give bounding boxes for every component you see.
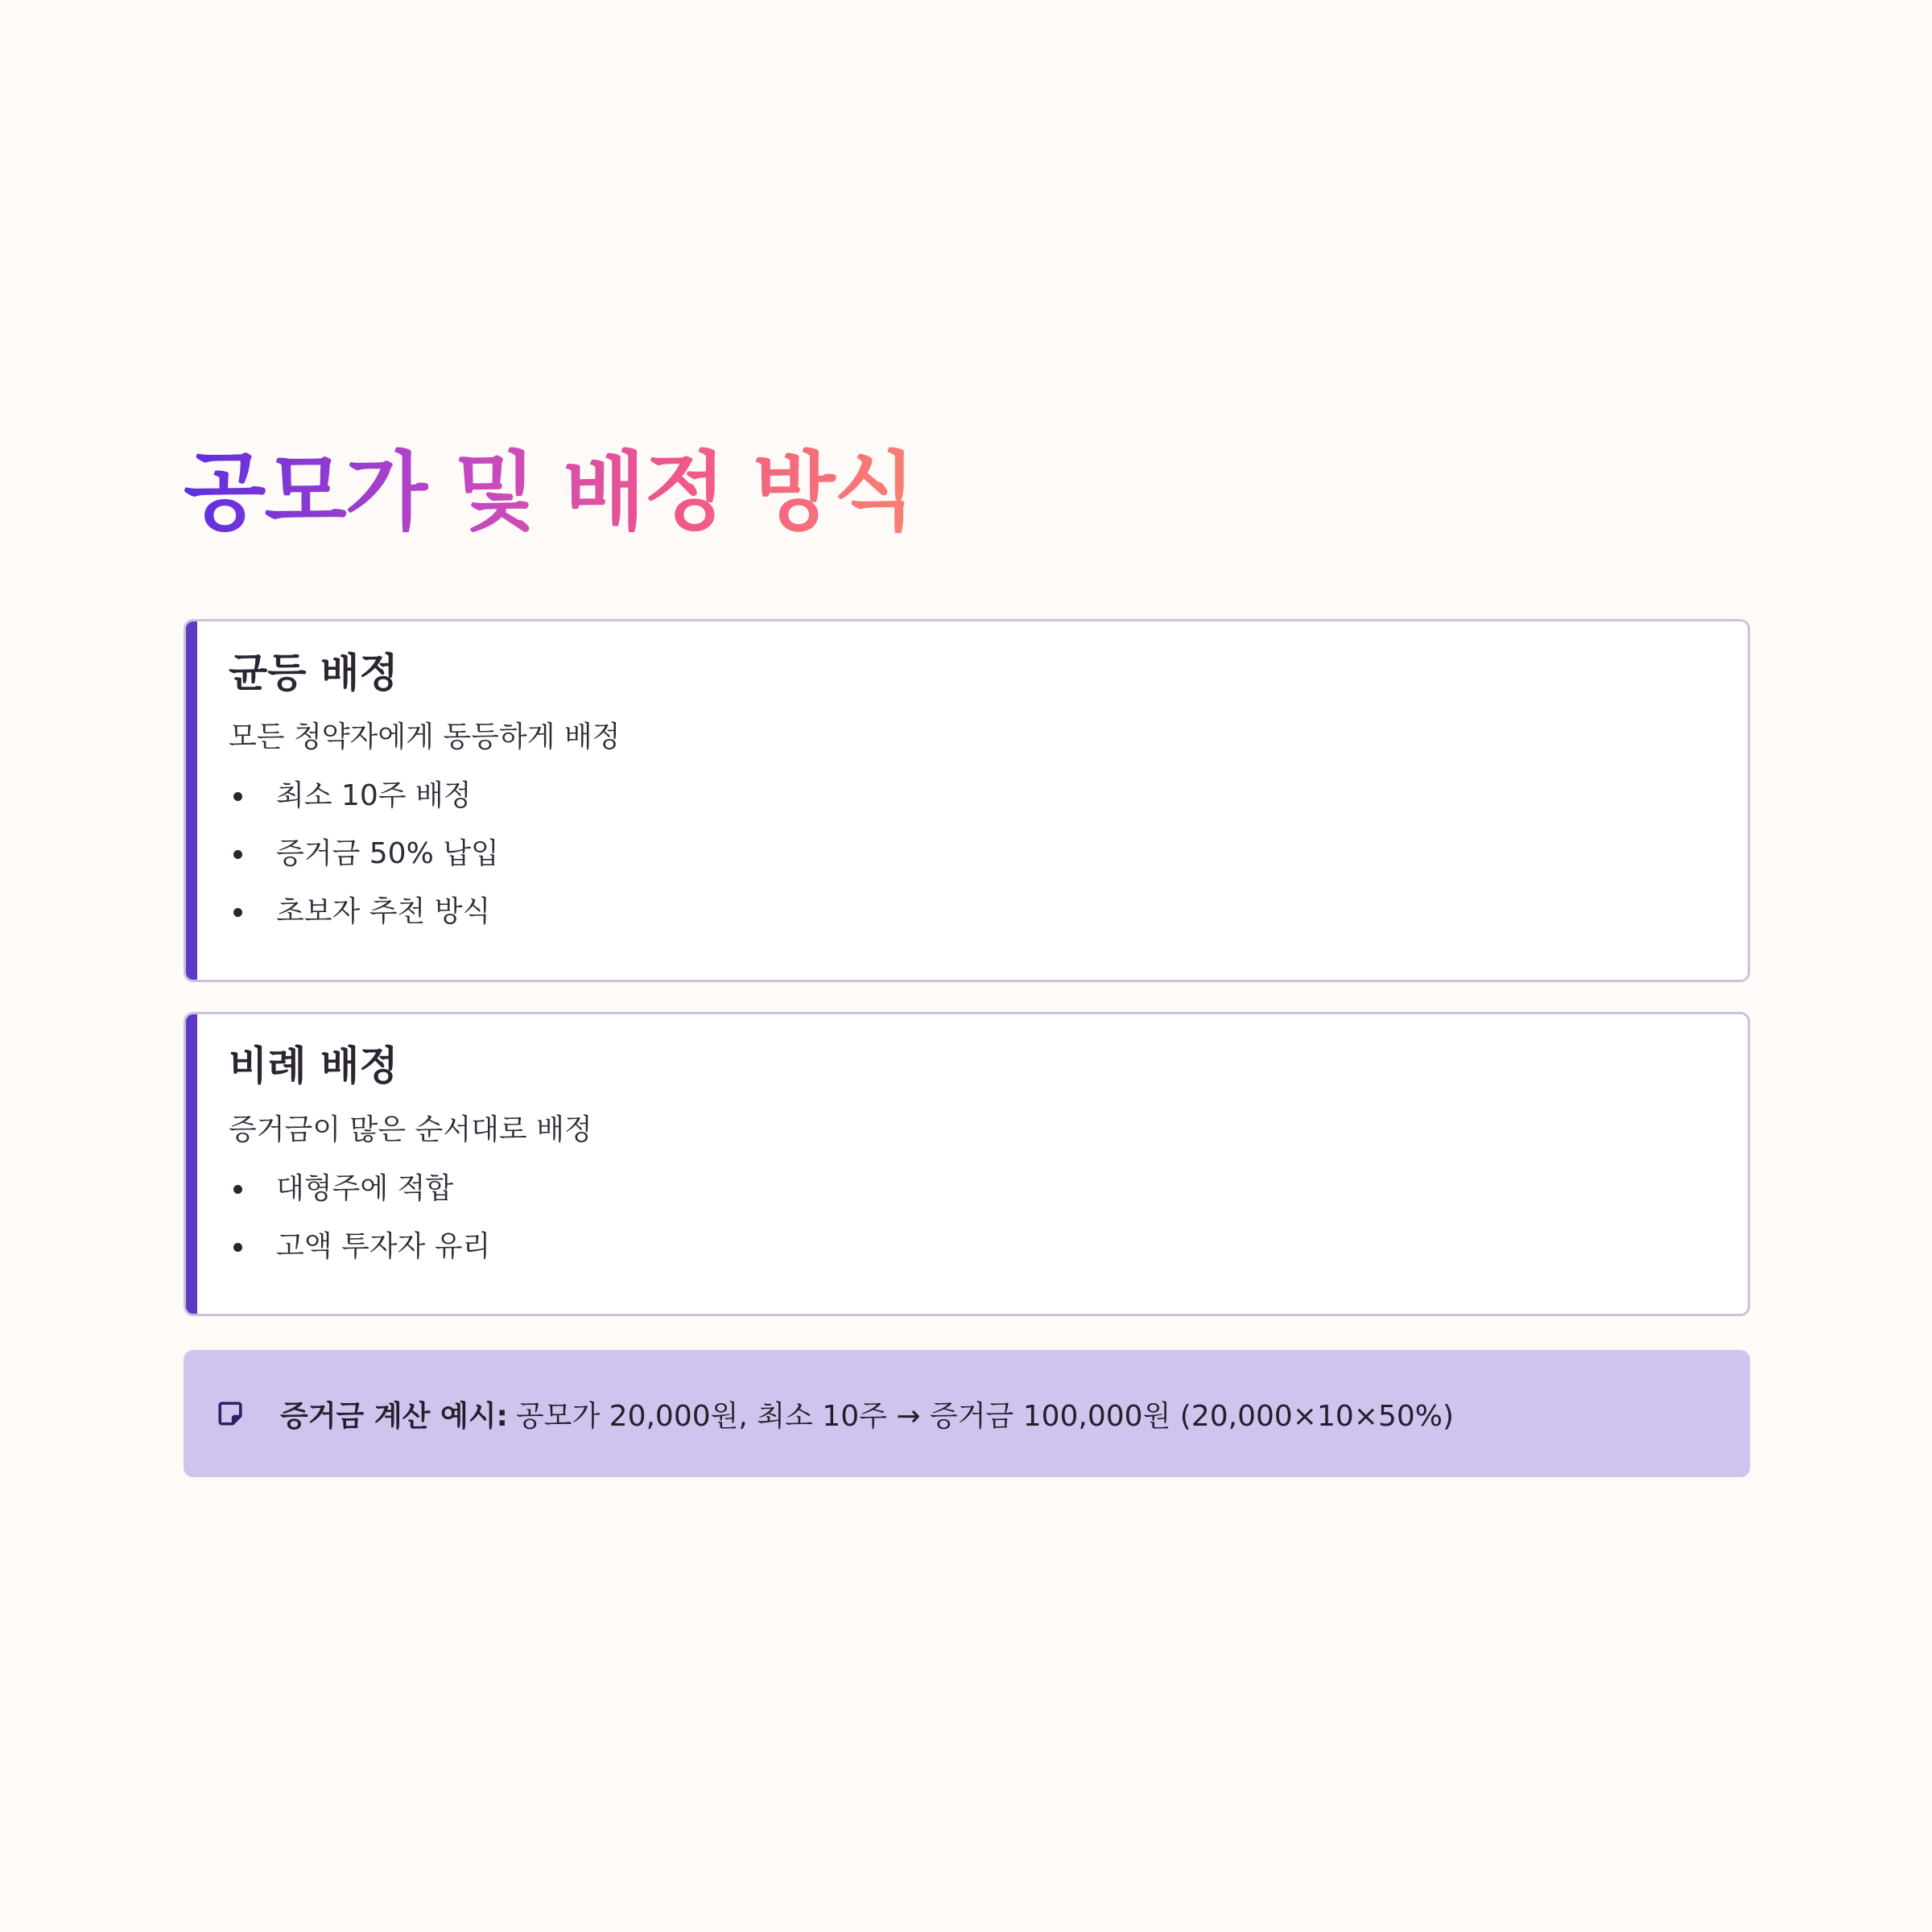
proportional-allocation-card [184, 1012, 1750, 1316]
page-title: 공모가 및 배정 방식 [184, 441, 914, 543]
card-title: 균등 배정 [229, 650, 398, 697]
note-text: 공모가 20,000원, 최소 10주 → 증거금 100,000원 (20,000×10×50%) [515, 1399, 1455, 1433]
card-description: 증거금이 많은 순서대로 배정 [229, 1113, 592, 1147]
list-item: 초보자 추천 방식 [229, 894, 1715, 929]
calculation-note [184, 1350, 1750, 1477]
note-label: 증거금 계산 예시: [280, 1399, 508, 1433]
card-bullet-list [229, 1171, 1715, 1264]
card-description: 모든 청약자에게 동등하게 배정 [229, 720, 621, 754]
list-item: 최소 10주 배정 [229, 778, 1715, 813]
list-item: 증거금 50% 납입 [229, 836, 1715, 871]
equal-allocation-card [184, 619, 1750, 982]
card-bullet-list [229, 778, 1715, 929]
card-title: 비례 배정 [229, 1042, 398, 1090]
list-item: 대형주에 적합 [229, 1171, 1715, 1206]
main-content [184, 441, 1750, 1477]
note-icon [216, 1399, 245, 1428]
list-item: 고액 투자자 유리 [229, 1229, 1715, 1264]
